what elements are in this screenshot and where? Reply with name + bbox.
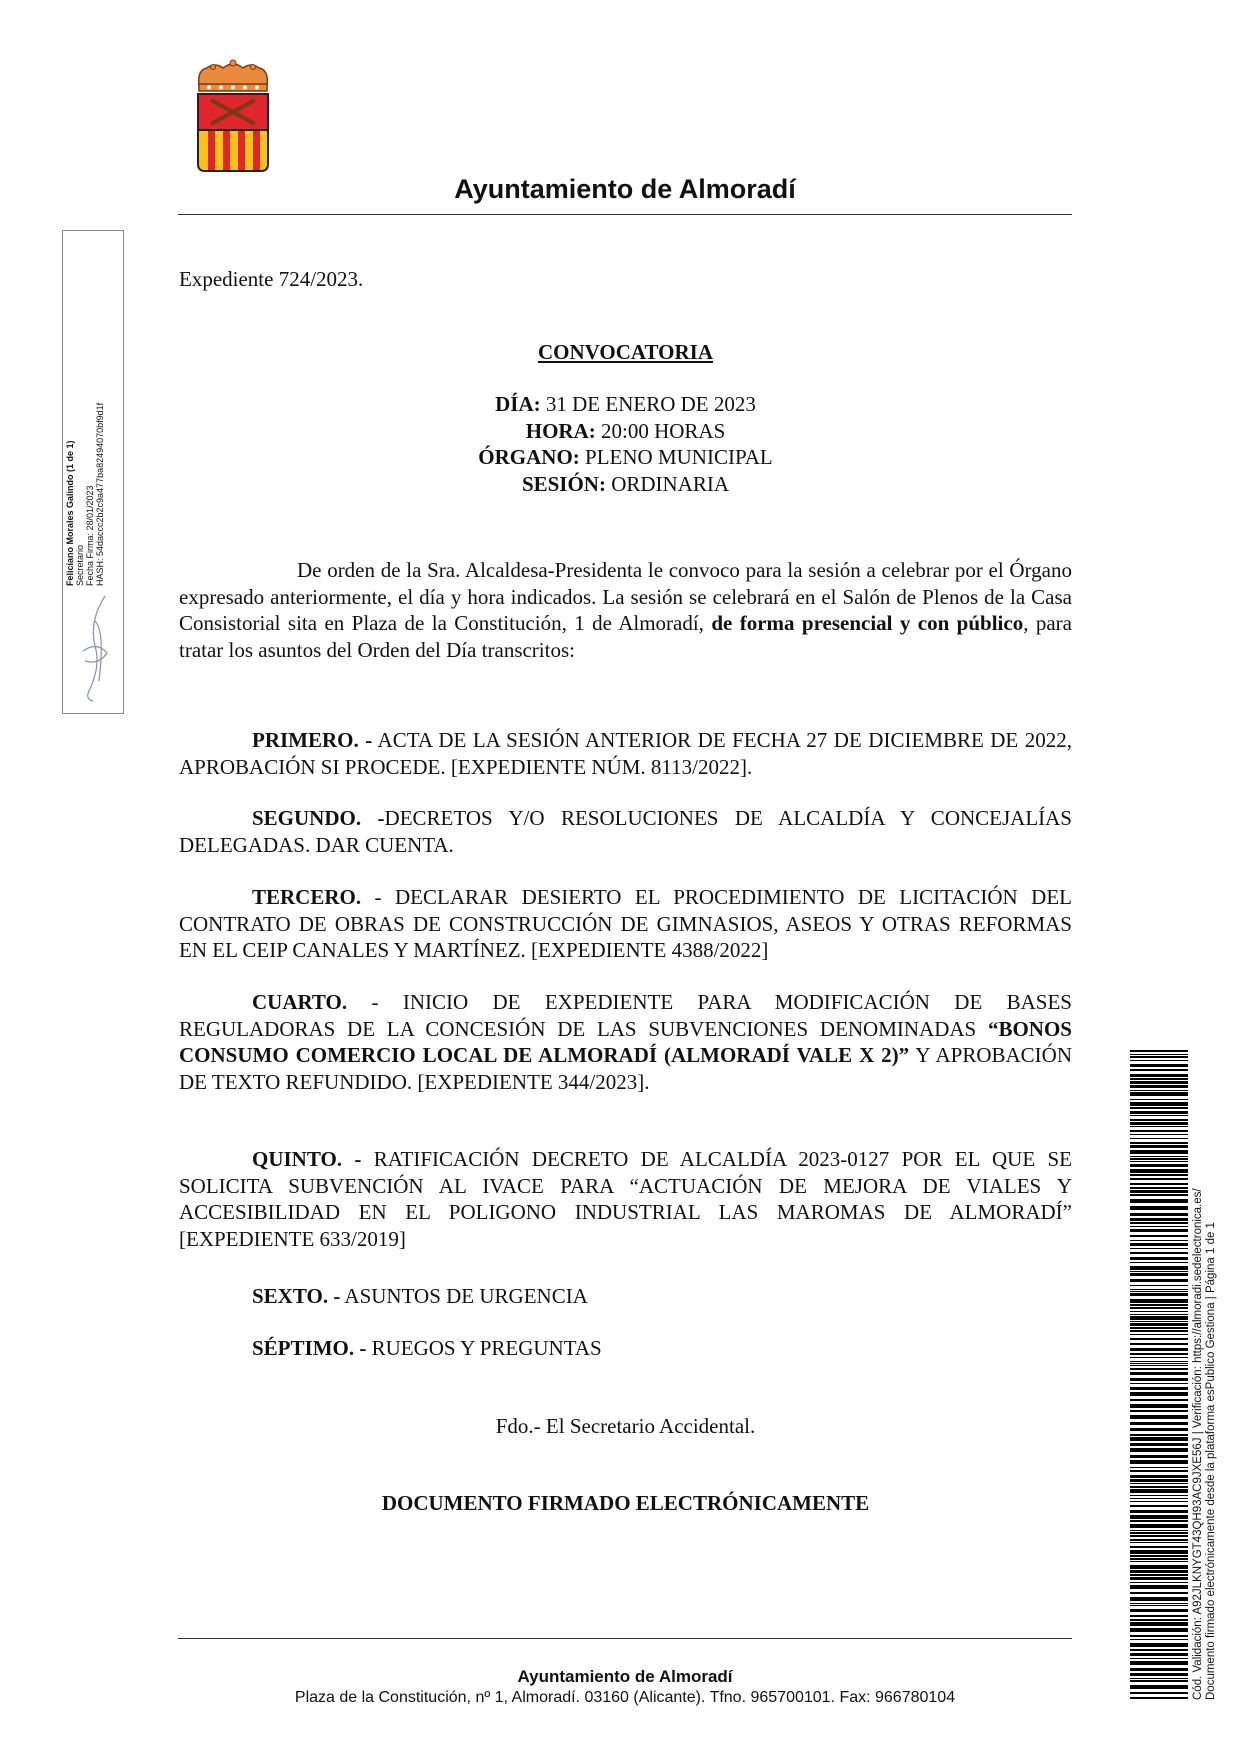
barcode-bar (1130, 1243, 1188, 1246)
barcode-bar (1130, 1311, 1188, 1312)
footer-address: Plaza de la Constitución, nº 1, Almoradí. 03160 (Alicante). Tfno. 965700101. Fax: 966780104 (294, 1689, 956, 1706)
agenda-item-sexto: SEXTO. - ASUNTOS DE URGENCIA (252, 1284, 588, 1308)
barcode-bar (1130, 1262, 1188, 1263)
barcode-bar (1130, 1561, 1188, 1562)
barcode-bar (1130, 1050, 1188, 1052)
barcode-bar (1130, 1392, 1188, 1396)
barcode-bar (1130, 1321, 1188, 1322)
barcode-bar (1130, 1150, 1188, 1154)
barcode-bar (1130, 1138, 1188, 1139)
barcode-bar (1130, 1678, 1188, 1679)
barcode-bar (1130, 1619, 1188, 1621)
barcode-bar (1130, 1178, 1188, 1180)
barcode-bar (1130, 1314, 1188, 1315)
barcode-bar (1130, 1334, 1188, 1335)
barcode-bar (1130, 1099, 1188, 1100)
barcode-bar (1130, 1090, 1188, 1091)
session-details (179, 391, 1072, 497)
barcode-bar (1130, 1134, 1188, 1135)
barcode-bar (1130, 1078, 1188, 1080)
barcode-bar (1130, 1291, 1188, 1292)
barcode-bar (1130, 1649, 1188, 1651)
barcode-bar (1130, 1410, 1188, 1412)
barcode-bar (1130, 1383, 1188, 1384)
barcode-bar (1130, 1327, 1188, 1329)
barcode-bar (1130, 1222, 1188, 1224)
barcode-bar (1130, 1257, 1188, 1260)
barcode-bar (1130, 1330, 1188, 1332)
barcode-bar (1130, 1658, 1188, 1659)
detail-hora: HORA: 20:00 HORAS (525, 418, 726, 443)
detail-organo: ÓRGANO: PLENO MUNICIPAL (478, 445, 773, 469)
barcode-bar (1130, 1158, 1188, 1160)
barcode-bar (1130, 1252, 1188, 1254)
barcode-bar (1130, 1635, 1188, 1637)
barcode-bar (1130, 1455, 1188, 1458)
barcode-bar (1130, 1372, 1188, 1375)
barcode-bar (1130, 1577, 1188, 1580)
barcode-bar (1130, 1668, 1188, 1671)
barcode-bar (1130, 1479, 1188, 1482)
barcode-bar (1130, 1054, 1188, 1055)
barcode-bar (1130, 1574, 1188, 1576)
barcode-bar (1130, 1546, 1188, 1548)
barcode-bar (1130, 1229, 1188, 1232)
barcode-bar (1130, 1145, 1188, 1148)
barcode-bar (1130, 1368, 1188, 1370)
barcode-bar (1130, 1271, 1188, 1272)
barcode-bar (1130, 1338, 1188, 1340)
barcode-icon (1130, 1050, 1188, 1702)
barcode-bar (1130, 1661, 1188, 1665)
barcode-bar (1130, 1530, 1188, 1531)
barcode-bar (1130, 1592, 1188, 1594)
barcode-bar (1130, 1285, 1188, 1286)
detail-dia: DÍA: 31 DE ENERO DE 2023 (495, 392, 756, 416)
barcode-bar (1130, 1673, 1188, 1676)
barcode-bar (1130, 1387, 1188, 1390)
barcode-bar (1130, 1226, 1188, 1227)
barcode-bar (1130, 1213, 1188, 1216)
barcode-bar (1130, 1156, 1188, 1157)
barcode-bar (1130, 1597, 1188, 1601)
barcode-bar (1130, 1520, 1188, 1522)
barcode-bar (1130, 1570, 1188, 1573)
barcode-bar (1130, 1060, 1188, 1061)
barcode-bar (1130, 1323, 1188, 1326)
barcode-bar (1130, 1316, 1188, 1320)
agenda-item-primero: PRIMERO. - ACTA DE LA SESIÓN ANTERIOR DE FECHA 27 DE DICIEMBRE DE 2022, APROBACIÓN SI PROCEDE. [EXPEDIENTE NÚM. 8113/2022]. (179, 728, 1072, 779)
barcode-bar (1130, 1486, 1188, 1488)
barcode-bar (1130, 1363, 1188, 1364)
barcode-bar (1130, 1273, 1188, 1276)
barcode-bar (1130, 1299, 1188, 1303)
barcode-bar (1130, 1532, 1188, 1534)
barcode-bar (1130, 1582, 1188, 1583)
barcode-bar (1130, 1069, 1188, 1071)
barcode-bar (1130, 1622, 1188, 1626)
barcode-bar (1130, 1539, 1188, 1541)
barcode-bar (1130, 1187, 1188, 1189)
barcode-bar (1130, 1428, 1188, 1431)
barcode-bar (1130, 1489, 1188, 1493)
header-divider (178, 214, 1072, 215)
barcode-bar (1130, 1422, 1188, 1425)
barcode-bar (1130, 1357, 1188, 1358)
barcode-bar (1130, 1056, 1188, 1058)
expediente-number: Expediente 724/2023. (179, 267, 364, 291)
document-heading (179, 339, 1072, 366)
barcode-bar (1130, 1119, 1188, 1121)
barcode-bar (1130, 1475, 1188, 1478)
barcode-bar (1130, 1240, 1188, 1241)
barcode-bar (1130, 1434, 1188, 1436)
barcode-bar (1130, 1415, 1188, 1419)
agenda-item-quinto: QUINTO. - RATIFICACIÓN DECRETO DE ALCALDÍA 2023-0127 POR EL QUE SE SOLICITA SUBVENCIÓN AL IVACE PARA “ACTUACIÓN DE MEJORA DE VIALES Y ACCESIBILIDAD EN EL POLIGONO INDUSTRIAL LAS MAROMAS DE ALMORADÍ” [EXPEDIENTE 633/2019] (179, 1147, 1072, 1251)
barcode-bar (1130, 1122, 1188, 1125)
barcode-bar (1130, 1470, 1188, 1472)
intro-paragraph: De orden de la Sra. Alcaldesa-Presidenta le convoco para la sesión a celebrar por el Órgano expresado anteriormente, el día y hora indicados. La sesión se celebrará en el Salón de Plenos de la Casa Consistorial sita en Plaza de la Constitución, 1 de Almoradí, de forma presencial y con público, para tratar los asuntos del Orden del Día transcritos: (179, 558, 1072, 662)
barcode-bar (1130, 1524, 1188, 1528)
agenda-item-segundo: SEGUNDO. -DECRETOS Y/O RESOLUCIONES DE ALCALDÍA Y CONCEJALÍAS DELEGADAS. DAR CUENTA. (179, 806, 1072, 857)
barcode-bar (1130, 1460, 1188, 1464)
barcode-bar (1130, 1206, 1188, 1210)
barcode-bar (1130, 1190, 1188, 1193)
coat-of-arms-icon (193, 58, 273, 174)
signature-date: Fecha Firma: 28/01/2023 (85, 485, 95, 586)
footer-divider (178, 1638, 1072, 1639)
barcode-bar (1130, 1404, 1188, 1408)
verification-line-1: Cód. Validación: A92JLKNYGT43QH93AC9JXE56J | Verificación: https://almoradi.sedelectronica.es/ (1192, 1188, 1204, 1700)
barcode-bar (1130, 1092, 1188, 1096)
verification-code (1192, 1040, 1218, 1700)
barcode-bar (1130, 1293, 1188, 1296)
barcode-bar (1130, 1074, 1188, 1077)
barcode-bar (1130, 1111, 1188, 1114)
barcode-bar (1130, 1161, 1188, 1162)
barcode-bar (1130, 1510, 1188, 1513)
agenda-item-cuarto: CUARTO. - INICIO DE EXPEDIENTE PARA MODIFICACIÓN DE BASES REGULADORAS DE LA CONCESIÓN DE LAS SUBVENCIONES DENOMINADAS “BONOS CONSUMO COMERCIO LOCAL DE ALMORADÍ (ALMORADÍ VALE X 2)” Y APROBACIÓN DE TEXTO REFUNDIDO. [EXPEDIENTE 344/2023]. (179, 990, 1072, 1094)
signer-role: Secretario (75, 544, 85, 586)
barcode-bar (1130, 1501, 1188, 1502)
detail-sesion: SESIÓN: ORDINARIA (521, 471, 730, 496)
barcode-bar (1130, 1609, 1188, 1612)
barcode-bar (1130, 1437, 1188, 1441)
barcode-bar (1130, 1218, 1188, 1221)
barcode-bar (1130, 1365, 1188, 1366)
barcode-bar (1130, 1199, 1188, 1203)
barcode-bar (1130, 1558, 1188, 1560)
barcode-bar (1130, 1680, 1188, 1682)
barcode-bar (1130, 1183, 1188, 1185)
convocatoria-heading: CONVOCATORIA (538, 340, 713, 364)
barcode-bar (1130, 1605, 1188, 1606)
signature-hash: HASH: 54daccc2b2c9a477ba82494070bf9d1f (95, 402, 105, 586)
barcode-bar (1130, 1550, 1188, 1554)
barcode-bar (1130, 1102, 1188, 1106)
barcode-bar (1130, 1064, 1188, 1067)
barcode-bar (1130, 1248, 1188, 1249)
barcode-bar (1130, 1565, 1188, 1569)
barcode-bar (1130, 1081, 1188, 1084)
signed-electronically-note: DOCUMENTO FIRMADO ELECTRÓNICAMENTE (381, 1491, 870, 1515)
barcode-bar (1130, 1174, 1188, 1176)
barcode-bar (1130, 1279, 1188, 1282)
barcode-bar (1130, 1603, 1188, 1604)
barcode-bar (1130, 1164, 1188, 1167)
barcode-bar (1130, 1483, 1188, 1484)
barcode-bar (1130, 1628, 1188, 1632)
barcode-bar (1130, 1505, 1188, 1507)
barcode-bar (1130, 1307, 1188, 1309)
barcode-bar (1130, 1169, 1188, 1173)
barcode-bar (1130, 1555, 1188, 1557)
barcode-bar (1130, 1107, 1188, 1109)
barcode-bar (1130, 1653, 1188, 1656)
barcode-bar (1130, 1443, 1188, 1446)
barcode-bar (1130, 1130, 1188, 1132)
barcode-bar (1130, 1515, 1188, 1519)
footer-organization: Ayuntamiento de Almoradí (517, 1667, 733, 1686)
barcode-bar (1130, 1467, 1188, 1468)
verification-line-2: Documento firmado electrónicamente desde la plataforma esPublico Gestiona | Página 1 de 1 (1205, 1222, 1217, 1700)
barcode-bar (1130, 1115, 1188, 1116)
agenda-item-septimo: SÉPTIMO. - RUEGOS Y PREGUNTAS (252, 1336, 602, 1360)
barcode-bar (1130, 1643, 1188, 1647)
barcode-bar (1130, 1697, 1188, 1699)
barcode-bar (1130, 1085, 1188, 1088)
barcode-bar (1130, 1266, 1188, 1270)
barcode-bar (1130, 1448, 1188, 1452)
barcode-bar (1130, 1343, 1188, 1345)
barcode-bar (1130, 1615, 1188, 1617)
agenda-item-tercero: TERCERO. - DECLARAR DESIERTO EL PROCEDIMIENTO DE LICITACIÓN DEL CONTRATO DE OBRAS DE CONSTRUCCIÓN DE GIMNASIOS, ASEOS Y OTRAS REFORMAS EN EL CEIP CANALES Y MARTÍNEZ. [EXPEDIENTE 4388/2022] (179, 885, 1072, 962)
barcode-bar (1130, 1235, 1188, 1237)
barcode-bar (1130, 1685, 1188, 1689)
barcode-bar (1130, 1692, 1188, 1694)
barcode-bar (1130, 1495, 1188, 1496)
barcode-bar (1130, 1498, 1188, 1499)
barcode-bar (1130, 1289, 1188, 1290)
barcode-bar (1130, 1361, 1188, 1362)
barcode-bar (1130, 1378, 1188, 1381)
barcode-bar (1130, 1399, 1188, 1401)
signer-name: Feliciano Morales Galindo (1 de 1) (65, 440, 75, 586)
signoff: Fdo.- El Secretario Accidental. (495, 1414, 756, 1438)
barcode-bar (1130, 1353, 1188, 1355)
barcode-bar (1130, 1535, 1188, 1537)
barcode-bar (1130, 1542, 1188, 1543)
barcode-bar (1130, 1639, 1188, 1640)
barcode-bar (1130, 1142, 1188, 1144)
handwritten-signature-icon (75, 591, 115, 706)
barcode-bar (1130, 1194, 1188, 1196)
page-title: Ayuntamiento de Almoradí (454, 174, 796, 204)
barcode-bar (1130, 1304, 1188, 1306)
barcode-bar (1130, 1126, 1188, 1127)
barcode-bar (1130, 1585, 1188, 1589)
barcode-bar (1130, 1348, 1188, 1351)
signature-stamp (62, 230, 124, 714)
